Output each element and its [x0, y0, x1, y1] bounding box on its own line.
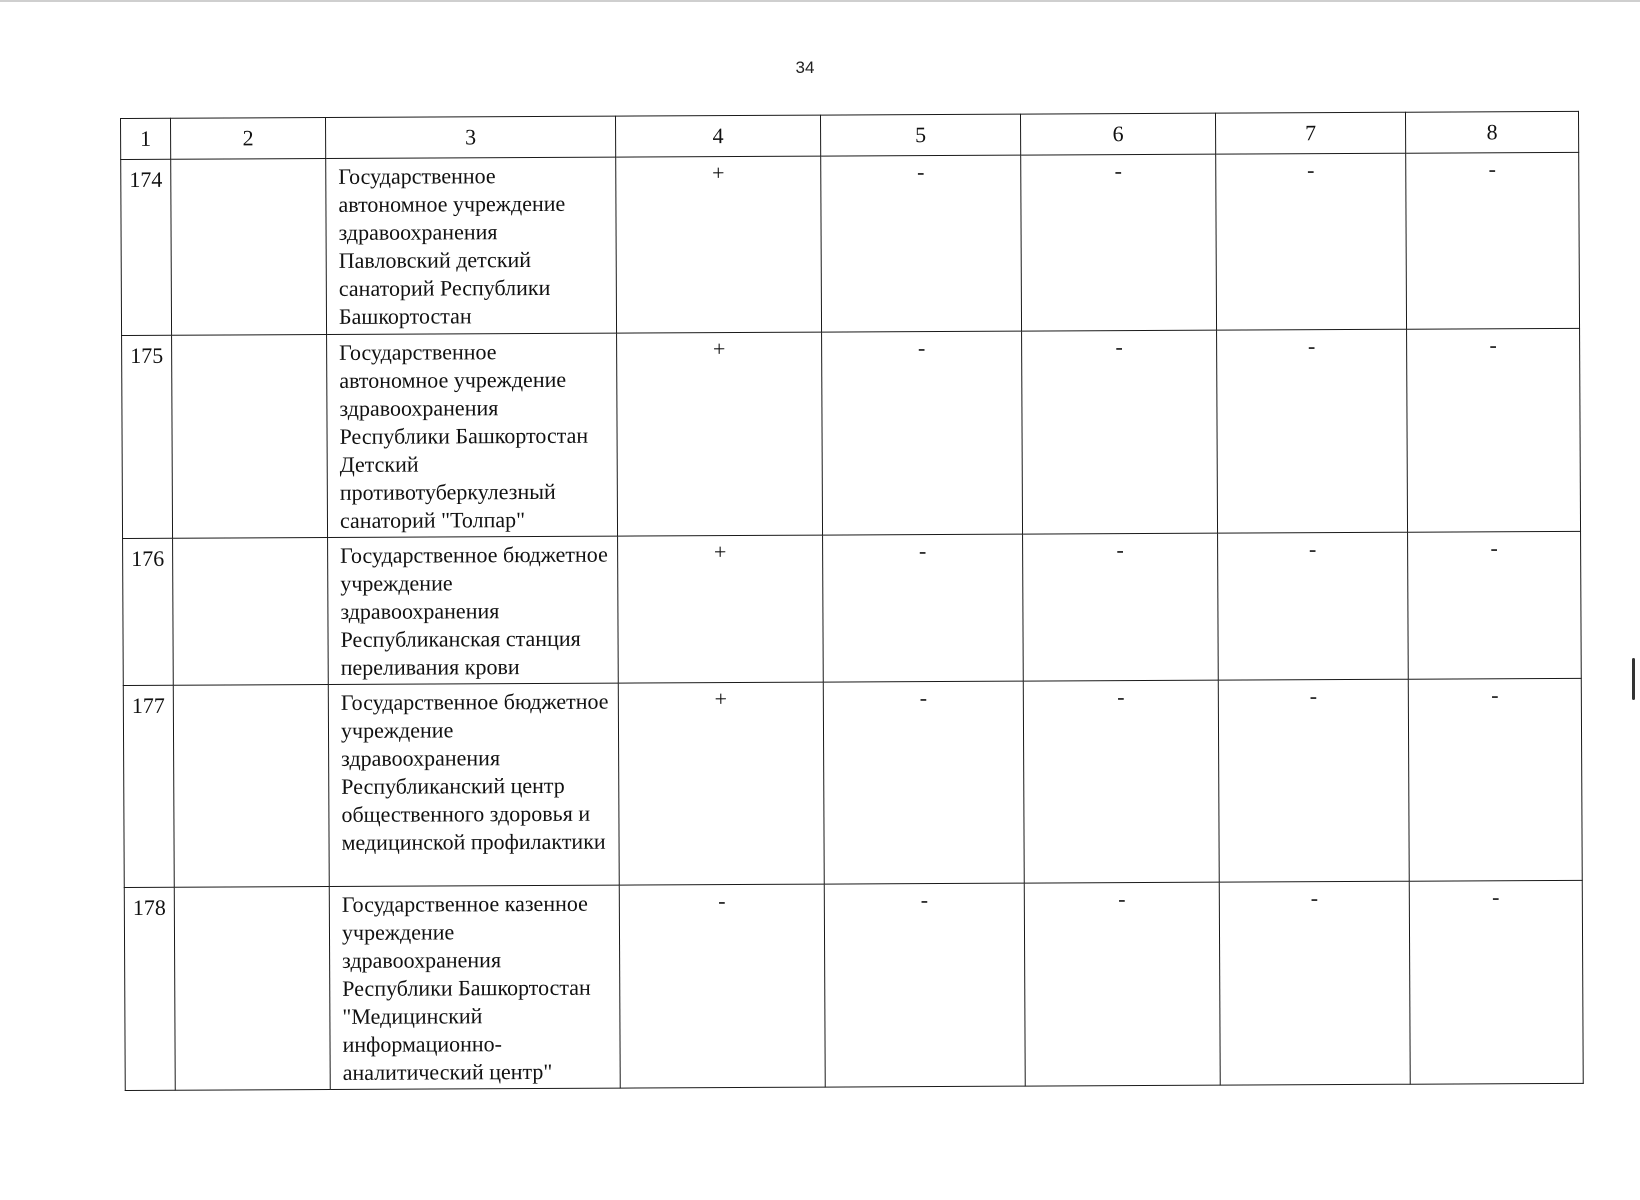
- table-row: [123, 678, 1582, 887]
- mark-col-8: -: [1409, 880, 1583, 1084]
- table-row: [124, 880, 1583, 1090]
- row-code-cell: [172, 334, 328, 538]
- column-header-4: 4: [615, 115, 820, 157]
- scan-top-edge: [0, 0, 1640, 2]
- organization-name: Государственное казенное учреждение здравоохранения Республики Башкортостан "Медицинский информационно-аналитический центр": [329, 885, 620, 1089]
- mark-col-8: -: [1408, 531, 1582, 679]
- mark-col-8: -: [1406, 152, 1580, 329]
- column-header-7: 7: [1215, 112, 1405, 154]
- mark-col-5: -: [823, 534, 1024, 682]
- mark-col-4: +: [616, 156, 822, 333]
- table-row: [121, 152, 1580, 335]
- row-code-cell: [171, 158, 327, 335]
- mark-col-7: -: [1217, 329, 1408, 533]
- column-header-8: 8: [1405, 111, 1578, 153]
- mark-col-7: -: [1216, 153, 1407, 330]
- row-code-cell: [173, 537, 329, 685]
- organization-name: Государственное бюджетное учреждение здравоохранения Республиканская станция переливания крови: [328, 536, 619, 684]
- organization-name: Государственное автономное учреждение здравоохранения Павловский детский санаторий Республики Башкортостан: [326, 157, 617, 334]
- table-row: [123, 531, 1582, 685]
- mark-col-8: -: [1407, 328, 1581, 532]
- mark-col-7: -: [1218, 679, 1409, 882]
- organizations-table: [120, 111, 1584, 1091]
- mark-col-5: -: [821, 155, 1022, 332]
- mark-col-4: +: [618, 535, 824, 683]
- column-header-3: 3: [326, 116, 616, 158]
- organization-name: Государственное автономное учреждение здравоохранения Республики Башкортостан Детский противотуберкулезный санаторий "Толпар": [327, 333, 618, 537]
- row-code-cell: [174, 886, 330, 1090]
- mark-col-7: -: [1218, 532, 1409, 680]
- scan-edge-mark: [1632, 658, 1635, 700]
- table-container: [120, 111, 1583, 1091]
- row-number: 176: [123, 538, 174, 685]
- header-row: [121, 111, 1579, 159]
- mark-col-4: -: [619, 884, 825, 1088]
- page-number: 34: [795, 58, 815, 77]
- mark-col-6: -: [1023, 533, 1219, 681]
- row-number: 174: [121, 159, 172, 335]
- table-row: [122, 328, 1581, 538]
- column-header-6: 6: [1020, 113, 1215, 155]
- row-number: 175: [122, 335, 173, 538]
- mark-col-4: +: [617, 332, 823, 536]
- mark-col-6: -: [1024, 882, 1220, 1086]
- column-header-2: 2: [171, 117, 326, 159]
- column-header-1: 1: [121, 118, 171, 159]
- row-number: 177: [123, 685, 174, 887]
- mark-col-5: -: [822, 331, 1023, 535]
- column-header-5: 5: [820, 114, 1020, 156]
- mark-col-7: -: [1219, 881, 1410, 1085]
- mark-col-8: -: [1408, 678, 1582, 881]
- mark-col-5: -: [824, 883, 1025, 1087]
- mark-col-6: -: [1023, 680, 1219, 883]
- row-code-cell: [173, 684, 329, 887]
- row-number: 178: [124, 887, 175, 1090]
- mark-col-6: -: [1022, 330, 1218, 534]
- mark-col-5: -: [823, 681, 1024, 884]
- organization-name: Государственное бюджетное учреждение здравоохранения Республиканский центр общественного здоровья и медицинской профилактики: [328, 683, 619, 886]
- mark-col-4: +: [618, 682, 824, 885]
- mark-col-6: -: [1021, 154, 1217, 331]
